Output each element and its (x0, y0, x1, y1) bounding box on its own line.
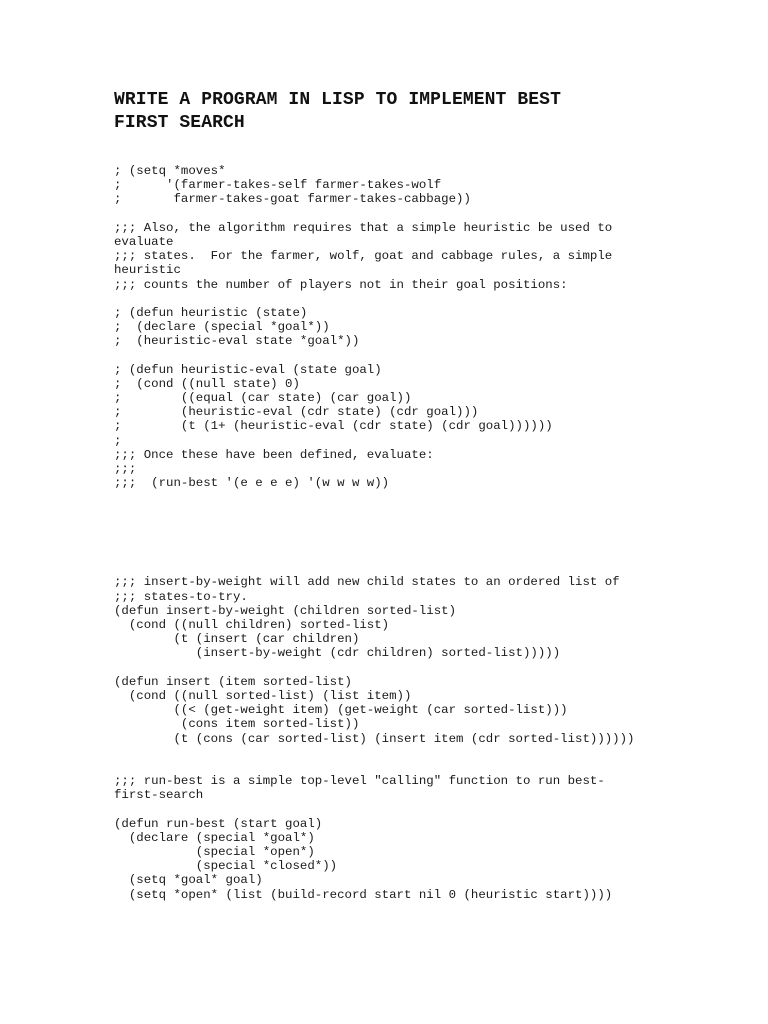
code-line: ;;; (114, 461, 137, 476)
code-line: ; (setq *moves* (114, 164, 226, 178)
code-line (114, 547, 635, 561)
title-line: FIRST SEARCH (114, 113, 245, 133)
code-line: ; (heuristic-eval state *goal*)) (114, 334, 360, 349)
code-line (114, 533, 635, 547)
code-line: evaluate (114, 234, 174, 249)
code-line: ; (t (1+ (heuristic-eval (cdr state) (cdr goal)))))) (114, 419, 553, 434)
code-line: (insert-by-weight (cdr children) sorted-list))))) (114, 646, 561, 661)
code-line: ; (declare (special *goal*)) (114, 320, 330, 335)
code-line: ;;; (run-best '(e e e e) '(w w w w)) (114, 476, 390, 491)
code-listing (114, 164, 635, 902)
title-line: WRITE A PROGRAM IN LISP TO IMPLEMENT BEST (114, 90, 561, 110)
code-line: (defun run-best (start goal) (114, 816, 323, 831)
code-line (114, 207, 635, 221)
code-line: ;;; counts the number of players not in their goal positions: (114, 277, 568, 292)
code-line: ;;; Once these have been defined, evaluate: (114, 447, 434, 462)
code-line: ;;; insert-by-weight will add new child states to an ordered list of (114, 575, 620, 590)
code-line (114, 746, 635, 760)
code-line: (setq *open* (list (build-record start nil 0 (heuristic start)))) (114, 887, 613, 902)
code-line: ((< (get-weight item) (get-weight (car sorted-list))) (114, 703, 568, 718)
code-line: ; (defun heuristic-eval (state goal) (114, 362, 382, 377)
code-line: (setq *goal* goal) (114, 873, 263, 888)
document-title (114, 89, 561, 135)
code-line (114, 505, 635, 519)
code-line: ;;; states. For the farmer, wolf, goat and cabbage rules, a simple (114, 249, 613, 264)
code-line: (cond ((null sorted-list) (list item)) (114, 688, 412, 703)
code-line (114, 561, 635, 575)
code-line: (special *open*) (114, 845, 315, 859)
code-line: (special *closed*)) (114, 859, 338, 874)
code-line: ;;; states-to-try. (114, 589, 248, 604)
code-line: (t (insert (car children) (114, 632, 360, 647)
code-line: (defun insert-by-weight (children sorted-list) (114, 603, 457, 618)
code-line (114, 760, 635, 774)
code-line (114, 348, 635, 362)
code-line (114, 661, 635, 675)
code-line (114, 519, 635, 533)
code-line: heuristic (114, 263, 181, 278)
code-line: ; ((equal (car state) (car goal)) (114, 391, 412, 405)
code-line: ; (cond ((null state) 0) (114, 376, 300, 391)
code-line: first-search (114, 788, 204, 803)
code-line: ; farmer-takes-goat farmer-takes-cabbage)) (114, 192, 471, 207)
code-line (114, 292, 635, 306)
code-line: ; '(farmer-takes-self farmer-takes-wolf (114, 178, 442, 193)
code-line (114, 802, 635, 816)
code-line: ;;; run-best is a simple top-level "calling" function to run best- (114, 774, 605, 789)
code-line: (cond ((null children) sorted-list) (114, 618, 390, 632)
code-line: ; (114, 433, 122, 448)
code-line: (t (cons (car sorted-list) (insert item (cdr sorted-list)))))) (114, 731, 635, 746)
code-line: ; (heuristic-eval (cdr state) (cdr goal))) (114, 405, 479, 420)
code-line: (cons item sorted-list)) (114, 717, 360, 732)
code-line: ;;; Also, the algorithm requires that a simple heuristic be used to (114, 220, 613, 235)
code-line: ; (defun heuristic (state) (114, 305, 308, 320)
code-line (114, 490, 635, 504)
code-line: (defun insert (item sorted-list) (114, 674, 352, 689)
code-line: (declare (special *goal*) (114, 830, 315, 845)
